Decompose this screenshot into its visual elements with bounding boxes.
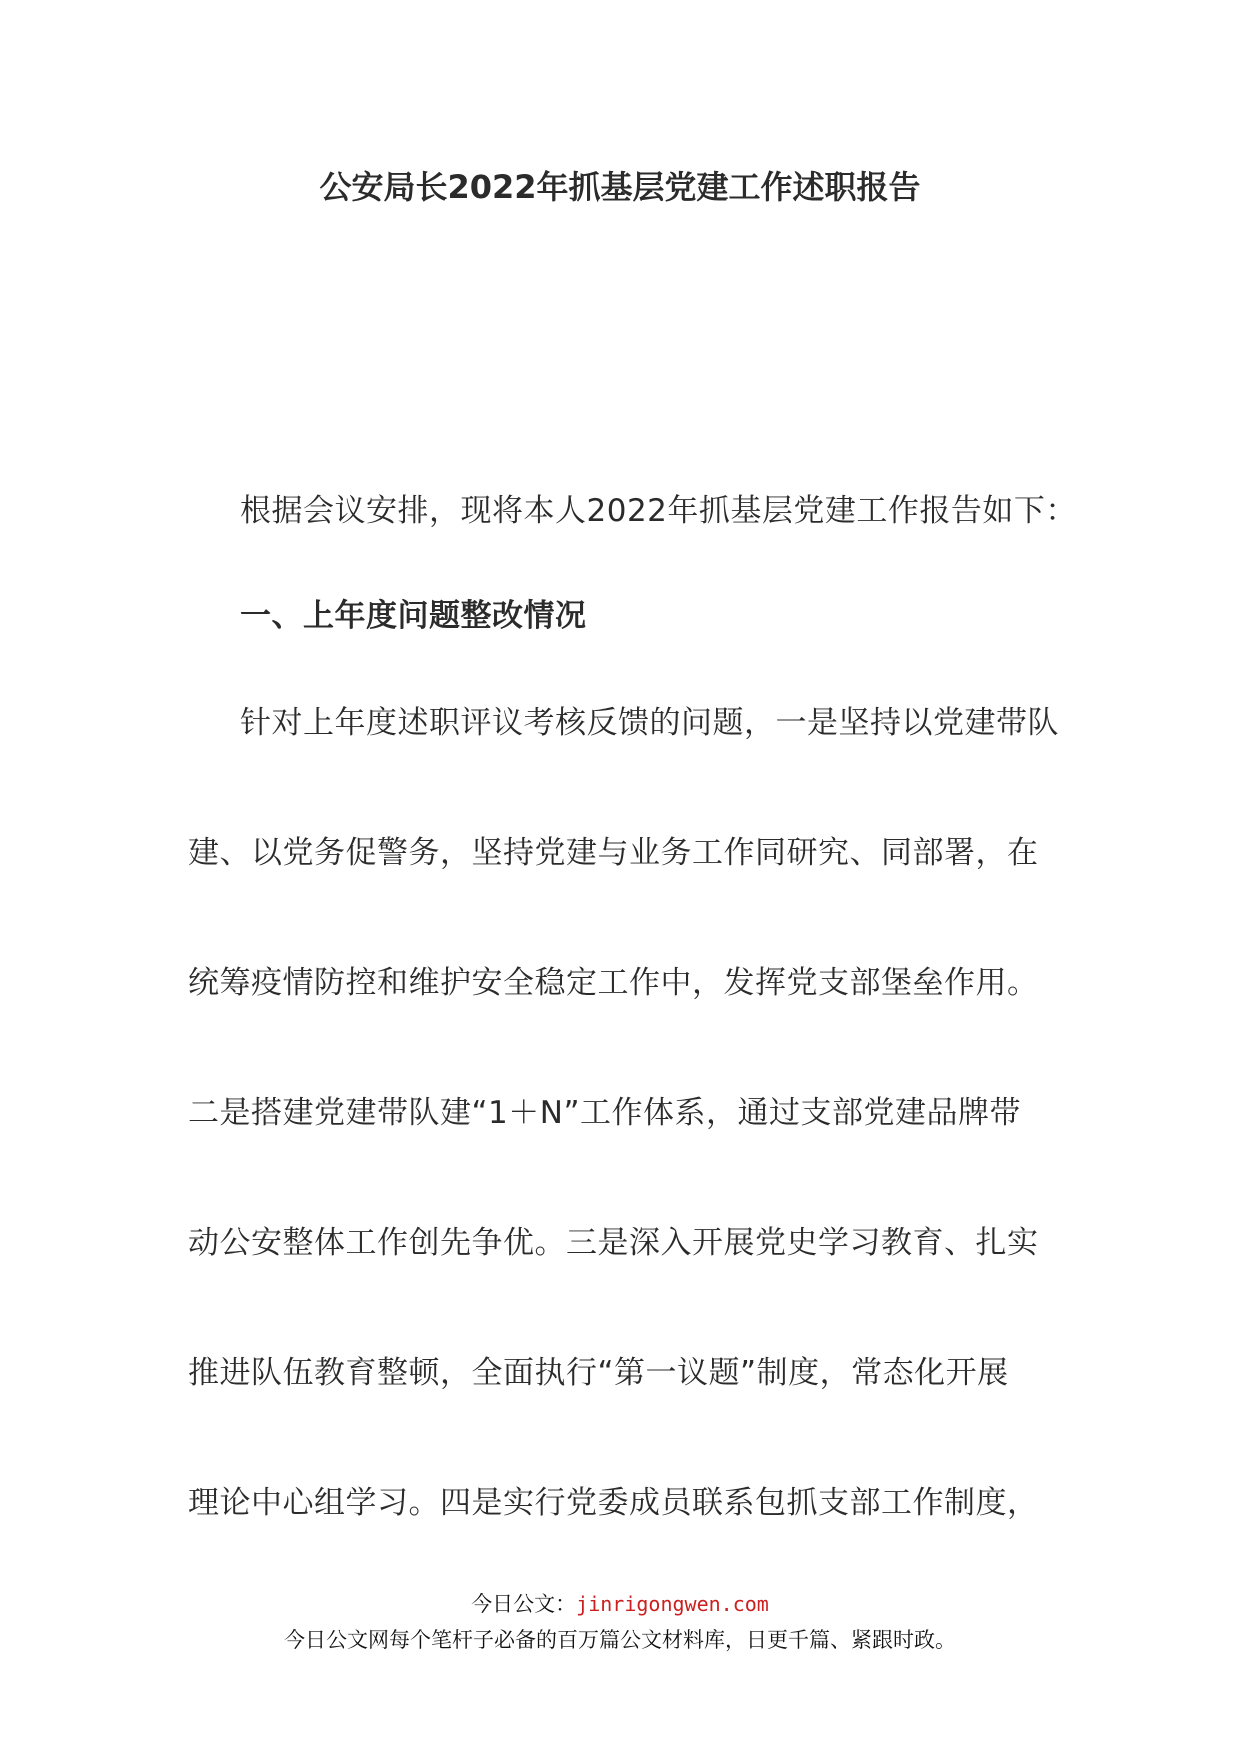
body-line: 建、以党务促警务，坚持党建与业务工作同研究、同部署，在: [188, 835, 1039, 871]
footer-label: 今日公文：: [471, 1592, 577, 1616]
body-line: 针对上年度述职评议考核反馈的问题，一是坚持以党建带队: [240, 705, 1059, 741]
body-line: 推进队伍教育整顿，全面执行“第一议题”制度，常态化开展: [188, 1355, 1009, 1391]
section-heading: 一、上年度问题整改情况: [240, 598, 587, 634]
body-line: 统筹疫情防控和维护安全稳定工作中，发挥党支部堡垒作用。: [188, 965, 1039, 1001]
body-line: 动公安整体工作创先争优。三是深入开展党史学习教育、扎实: [188, 1225, 1039, 1261]
footer-source: [0, 1588, 1240, 1618]
document-title: 公安局长2022年抓基层党建工作述职报告: [319, 168, 921, 206]
intro-paragraph: 根据会议安排，现将本人2022年抓基层党建工作报告如下：: [240, 493, 1077, 529]
footer-tagline: 今日公文网每个笔杆子必备的百万篇公文材料库，日更千篇、紧跟时政。: [284, 1628, 956, 1652]
body-line: 二是搭建党建带队建“1＋N”工作体系，通过支部党建品牌带: [188, 1095, 1022, 1131]
footer-url-link[interactable]: jinrigongwen.com: [576, 1592, 769, 1616]
body-line: 理论中心组学习。四是实行党委成员联系包抓支部工作制度，: [188, 1485, 1039, 1521]
